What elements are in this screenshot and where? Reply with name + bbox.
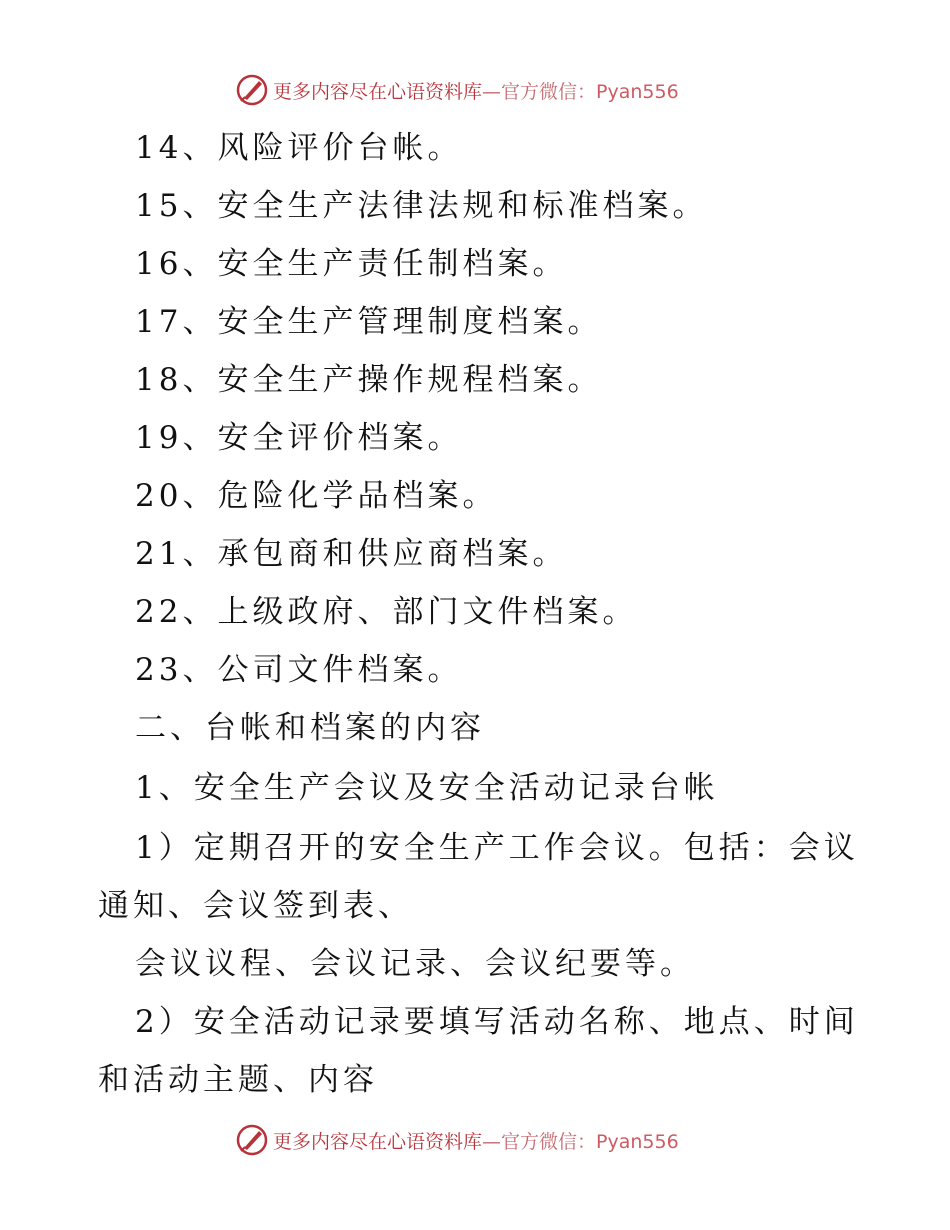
quill-logo-icon — [235, 1123, 269, 1157]
watermark-text: 更多内容尽在心语资料库—官方微信：Pyan556 — [273, 80, 679, 103]
section-heading: 二、台帐和档案的内容 — [135, 710, 485, 746]
list-item: 18、安全生产操作规程档案。 — [135, 362, 603, 398]
list-item: 14、风险评价台帐。 — [135, 130, 463, 166]
list-item: 15、安全生产法律法规和标准档案。 — [135, 188, 708, 224]
list-item: 20、危险化学品档案。 — [135, 478, 498, 514]
subsection-heading: 1、安全生产会议及安全活动记录台帐 — [135, 770, 719, 806]
paragraph-line: 2）安全活动记录要填写活动名称、地点、时间 — [135, 1004, 859, 1040]
list-item: 16、安全生产责任制档案。 — [135, 246, 568, 282]
watermark-text: 更多内容尽在心语资料库—官方微信：Pyan556 — [273, 1130, 679, 1153]
list-item: 23、公司文件档案。 — [135, 652, 463, 688]
paragraph-line: 通知、会议签到表、 — [98, 888, 413, 924]
footer-watermark — [235, 1120, 755, 1160]
paragraph-line: 和活动主题、内容 — [98, 1062, 378, 1098]
list-item: 21、承包商和供应商档案。 — [135, 536, 568, 572]
paragraph-line: 会议议程、会议记录、会议纪要等。 — [135, 946, 695, 982]
paragraph-line: 1）定期召开的安全生产工作会议。包括：会议 — [135, 830, 859, 866]
list-item: 17、安全生产管理制度档案。 — [135, 304, 603, 340]
list-item: 22、上级政府、部门文件档案。 — [135, 594, 638, 630]
list-item: 19、安全评价档案。 — [135, 420, 463, 456]
